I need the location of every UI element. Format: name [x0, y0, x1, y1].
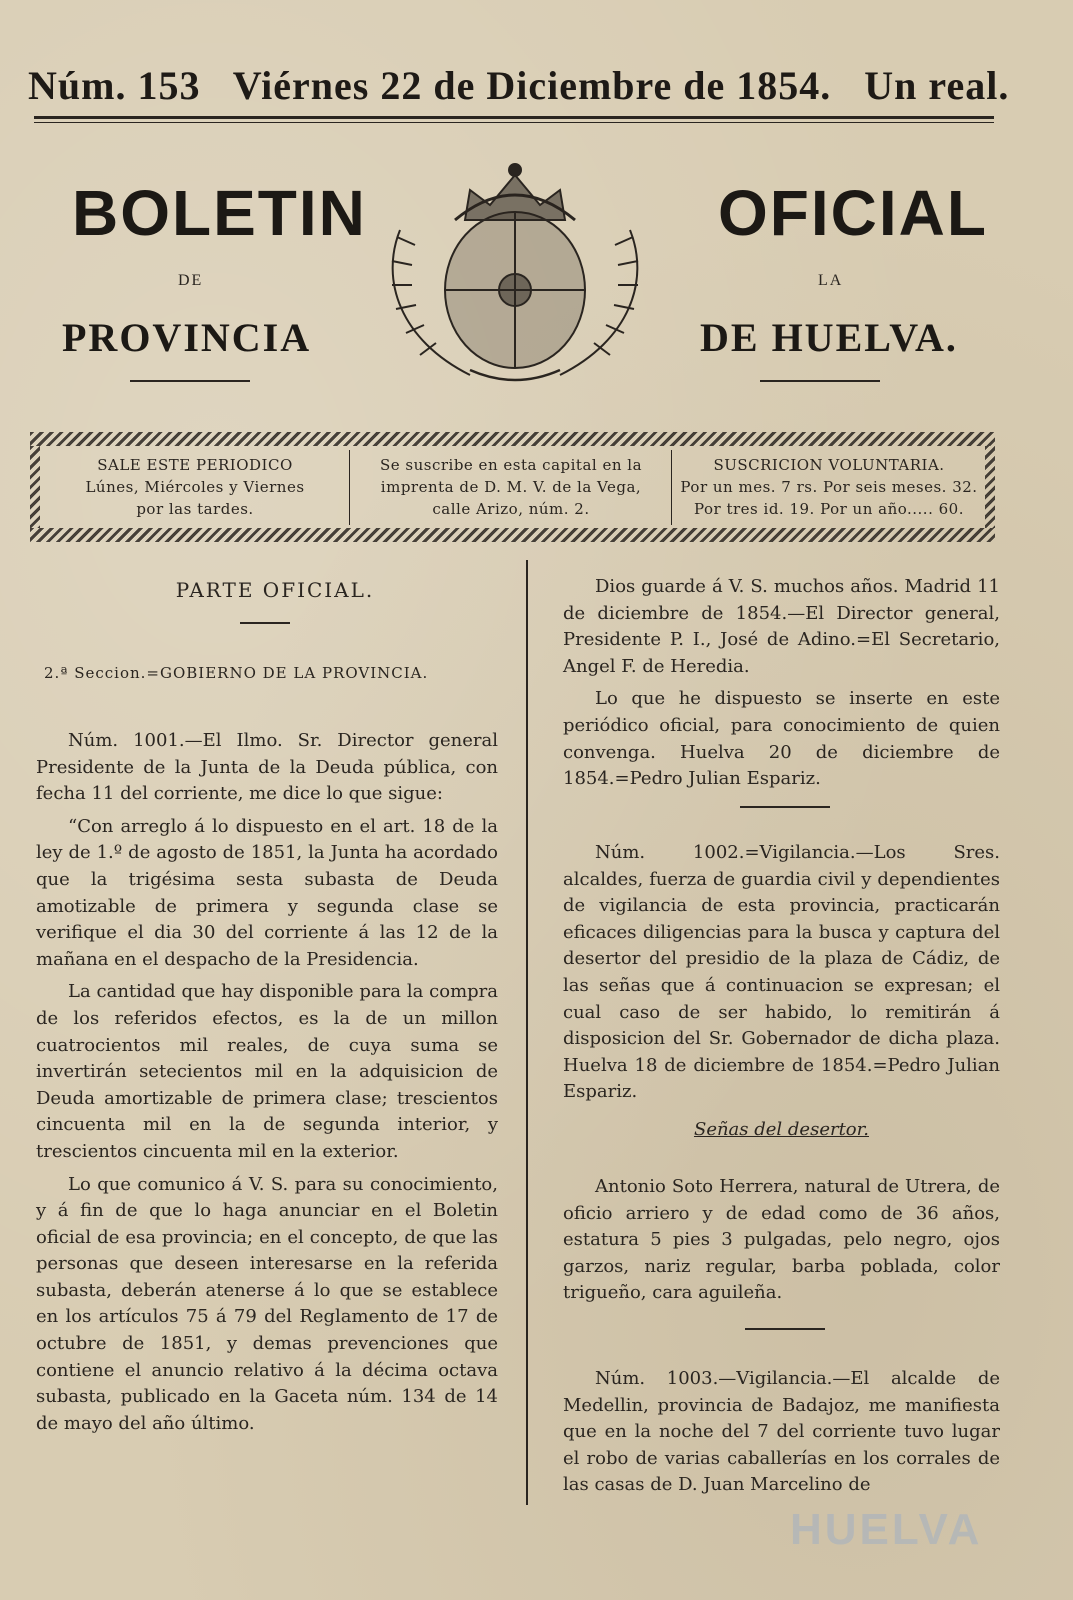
title-oficial: OFICIAL — [718, 177, 988, 249]
paragraph: Lo que comunico á V. S. para su conocimiento, y á fin de que lo haga anunciar en el Boletin oficial de esa provincia; en el concepto, de que las personas que deseen interesarse en la referida subasta, deberán atenerse á lo que se establece en los artículos 75 á 79 del Reglamento de 17 de octubre de 1851, y demas prevenciones que contiene el anuncio relativo á la décima octava subasta, publicado en la Gaceta núm. 134 de 14 de mayo del año último. — [36, 1173, 498, 1434]
border-zigzag-right — [985, 446, 995, 528]
info-center-line-1: Se suscribe en esta capital en la — [379, 456, 643, 474]
title-ornament-left — [130, 380, 250, 382]
info-right-row-2: Por tres id. 19. Por un año..... 60. — [694, 500, 964, 518]
heading-parte-oficial: PARTE OFICIAL. — [175, 578, 375, 602]
info-left-line-3: por las tardes. — [136, 500, 254, 518]
info-subscription-place — [352, 454, 670, 520]
info-right-title: SUSCRICION VOLUNTARIA. — [713, 456, 945, 474]
title-boletin: BOLETIN — [72, 177, 367, 249]
issue-date: Viérnes 22 de Diciembre de 1854. — [232, 63, 832, 108]
info-publication — [45, 454, 345, 520]
info-center-line-3: calle Arizo, núm. 2. — [432, 500, 590, 518]
paragraph: “Con arreglo á lo dispuesto en el art. 18 de la ley de 1.º de agosto de 1851, la Junta ha acordado que la trigésima sesta subasta de Deuda amotizable de primera y segunda clase se verifique el dia 30 del corriente á las 12 de la mañana en el despacho de la Presidencia. — [36, 815, 498, 970]
paragraph: Núm. 1001.—El Ilmo. Sr. Director general Presidente de la Junta de la Deuda pública, con fecha 11 del corriente, me dice lo que sigue: — [36, 730, 498, 805]
paragraph: Núm. 1002.=Vigilancia.—Los Sres. alcaldes, fuerza de guardia civil y dependientes de vigilancia de esta provincia, practicarán eficaces diligencias para la busca y captura del desertor del presidio de la plaza de Cádiz, de las señas que á continuacion se expresan; el cual caso de ser habido, lo remitirán á disposicion del Sr. Gobernador de dicha plaza. Huelva 18 de diciembre de 1854.=Pedro Julian Espariz. — [563, 842, 1000, 1103]
right-column-senas — [563, 1174, 1000, 1313]
paragraph: Lo que he dispuesto se inserte en este periódico oficial, para conocimiento de quien convenga. Huelva 20 de diciembre de 1854.=Pedro Julian Espariz. — [563, 688, 1000, 790]
paragraph: Antonio Soto Herrera, natural de Utrera, de oficio arriero y de edad como de 36 años, estatura 5 pies 3 pulgadas, pelo negro, ojos garzos, nariz regular, barba poblada, color trigueño, cara aguileña. — [563, 1176, 1000, 1304]
info-right-row-1: Por un mes. 7 rs. Por seis meses. 32. — [680, 478, 978, 496]
border-zigzag-left — [30, 446, 40, 528]
heading-ornament — [240, 622, 290, 624]
right-column-1003 — [563, 1366, 1000, 1505]
info-left-line-1: SALE ESTE PERIODICO — [97, 456, 293, 474]
border-zigzag-top — [30, 432, 995, 446]
issue-price: Un real. — [864, 63, 1010, 108]
separator-1 — [740, 806, 830, 808]
separator-2 — [745, 1328, 825, 1330]
info-center-line-2: imprenta de D. M. V. de la Vega, — [380, 478, 642, 496]
info-subscription-rates — [674, 454, 984, 520]
title-la: LA — [818, 272, 844, 289]
right-column-vigilancia — [563, 840, 1000, 1112]
left-column-text — [36, 728, 498, 1443]
column-divider — [526, 560, 528, 1505]
border-zigzag-bottom — [30, 528, 995, 542]
issue-number: Núm. 153 — [28, 63, 201, 108]
info-divider-2 — [671, 450, 672, 525]
masthead-rule — [34, 116, 994, 119]
library-watermark: HUELVA — [790, 1505, 983, 1554]
section-gobierno: 2.ª Seccion.=GOBIERNO DE LA PROVINCIA. — [44, 664, 429, 682]
paragraph: Dios guarde á V. S. muchos años. Madrid 11 de diciembre de 1854.—El Director general, Presidente P. I., José de Adino.=El Secretario, Angel F. de Heredia. — [563, 576, 1000, 677]
masthead-rule-thin — [34, 122, 994, 123]
right-column-text-top — [563, 574, 1000, 799]
title-ornament-right — [760, 380, 880, 382]
subheading-senas: Señas del desertor. — [693, 1119, 869, 1140]
title-de: DE — [178, 272, 204, 289]
info-left-line-2: Lúnes, Miércoles y Viernes — [85, 478, 305, 496]
info-divider-1 — [349, 450, 350, 525]
masthead — [28, 62, 1038, 112]
title-de-huelva: DE HUELVA. — [700, 315, 958, 360]
paragraph: La cantidad que hay disponible para la compra de los referidos efectos, es la de un millon cuatrocientos mil reales, de cuya suma se invertirán setecientos mil en la adquisicion de Deuda amortizable de primera clase; trescientos cincuenta mil en la de segunda interior, y trescientos cincuenta mil en la exterior. — [36, 981, 498, 1162]
coat-of-arms-icon — [360, 150, 670, 390]
title-provincia: PROVINCIA — [62, 315, 312, 360]
paragraph: Núm. 1003.—Vigilancia.—El alcalde de Medellin, provincia de Badajoz, me manifiesta que en la noche del 7 del corriente tuvo lugar el robo de varias caballerías en los corrales de las casas de D. Juan Marcelino de — [563, 1368, 1000, 1496]
